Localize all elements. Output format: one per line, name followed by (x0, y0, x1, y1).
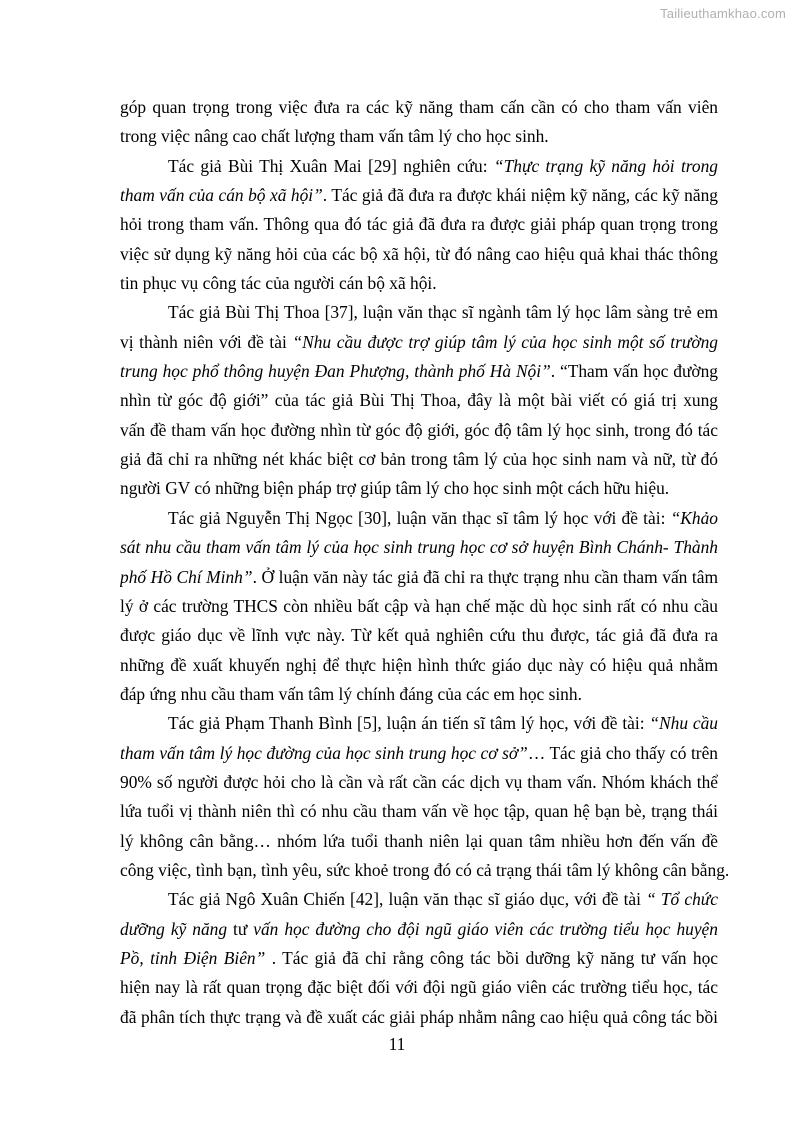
paragraph (120, 709, 730, 885)
text-run: Tác giả Phạm Thanh Bình [5], luận án tiến sĩ tâm lý học, với đề tài: (168, 713, 650, 734)
text-line (120, 944, 718, 973)
text-run: . Tác giả đã đưa ra được khái niệm kỹ năng, các kỹ năng (322, 185, 718, 206)
text-line (120, 152, 718, 181)
text-line (120, 269, 718, 298)
text-run: . Tác giả đã chỉ rằng công tác bồi dưỡng kỹ năng tư vấn học (271, 947, 718, 968)
title-italic: dưỡng kỹ năng (120, 918, 228, 939)
text-line (120, 973, 718, 1002)
text-run: tin phục vụ công tác của người cán bộ xã hội. (120, 273, 437, 294)
text-run: trong việc nâng cao chất lượng tham vấn tâm lý cho học sinh. (120, 126, 549, 147)
text-run: những đề xuất khuyến nghị để thực hiện hình thức giáo dục này có hiệu quả nhằm (120, 654, 718, 675)
text-line (120, 592, 718, 621)
text-run: công việc, tình bạn, tình yêu, sức khoẻ trong đó có cả trạng thái tâm lý không cân bằng. (120, 859, 730, 880)
text-line (120, 93, 718, 122)
text-line (120, 386, 718, 415)
text-line (120, 709, 718, 738)
text-line (120, 856, 730, 885)
text-run: việc sử dụng kỹ năng hỏi của các bộ xã hội, từ đó nâng cao hiệu quả khai thác thông (120, 243, 718, 264)
paragraph (120, 298, 718, 503)
text-run: Tác giả Nguyễn Thị Ngọc [30], luận văn thạc sĩ tâm lý học với đề tài: (168, 507, 671, 528)
text-run: được giáo dục về lĩnh vực này. Từ kết quả nghiên cứu thu được, tác giả đã đưa ra (120, 625, 718, 646)
text-run: lứa tuổi vị thành niên thì có nhu cầu tham vấn về học tập, quan hệ bạn bè, trạng thái (120, 801, 718, 822)
title-italic: “Khảo (670, 507, 718, 528)
text-line (120, 445, 718, 474)
text-line (120, 416, 718, 445)
text-run: hiện nay là rất quan trọng đặc biệt đối với đội ngũ giáo viên các trường tiểu học, tác (120, 977, 718, 998)
text-run: người GV có những biện pháp trợ giúp tâm lý cho học sinh một cách hữu hiệu. (120, 478, 670, 499)
paragraph (120, 93, 718, 152)
text-run: Tác giả Bùi Thị Thoa [37], luận văn thạc sĩ ngành tâm lý học lâm sàng trẻ em (168, 302, 718, 323)
body-text (120, 93, 730, 1032)
text-run: … Tác giả cho thấy có trên (527, 742, 718, 763)
text-run: lý ở các trường THCS còn nhiều bất cập và hạn chế mặc dù học sinh rất có nhu cầu (120, 595, 718, 616)
title-italic: “Thực trạng kỹ năng hỏi trong (493, 155, 718, 176)
text-run: đã phân tích thực trạng và đề xuất các giải pháp nhằm nâng cao hiệu quả công tác bồi (120, 1006, 718, 1027)
text-run: 90% số người được hỏi cho là cần và rất cần các dịch vụ tham vấn. Nhóm khách thể (120, 771, 718, 792)
text-run: hỏi trong tham vấn. Thông qua đó tác giả đã đưa ra được giải pháp quan trọng trong (120, 214, 718, 235)
text-line (120, 680, 718, 709)
text-line (120, 621, 718, 650)
text-run: Tác giả Ngô Xuân Chiến [42], luận văn thạc sĩ giáo dục, với đề tài (168, 889, 647, 910)
text-run: vấn đề tham vấn học đường nhìn từ góc độ giới, góc độ tâm lý học sinh, trong đó tác (120, 419, 718, 440)
text-line (120, 739, 718, 768)
text-line (120, 122, 718, 151)
text-run: đáp ứng nhu cầu tham vấn tâm lý chính đáng của các em học sinh. (120, 683, 582, 704)
text-line (120, 533, 718, 562)
text-line (120, 797, 718, 826)
text-line (120, 240, 718, 269)
text-run: vị thành niên với đề tài (120, 331, 293, 352)
text-line (120, 474, 718, 503)
text-line (120, 181, 718, 210)
text-line (120, 504, 718, 533)
text-line (120, 768, 718, 797)
text-line (120, 298, 718, 327)
paragraph (120, 504, 718, 709)
title-italic: phố Hồ Chí Minh” (120, 566, 253, 587)
text-run: góp quan trọng trong việc đưa ra các kỹ năng tham cấn cần có cho tham vấn viên (120, 97, 718, 117)
paragraph (120, 152, 718, 299)
text-run: nhìn từ góc độ giới” của tác giả Bùi Thị Thoa, đây là một bài viết có giá trị xung (120, 390, 718, 411)
text-run: tư (227, 918, 254, 939)
text-line (120, 915, 718, 944)
text-run: Tác giả Bùi Thị Xuân Mai [29] nghiên cứu: (168, 155, 494, 176)
text-line (120, 563, 718, 592)
title-italic: sát nhu cầu tham vấn tâm lý của học sinh trung học cơ sở huyện Bình Chánh- Thành (120, 537, 718, 558)
title-italic: “ Tổ chức (646, 889, 718, 910)
title-italic: trung học phổ thông huyện Đan Phượng, thành phố Hà Nội” (120, 361, 551, 382)
title-italic: tham vấn tâm lý học đường của học sinh trung học cơ sở” (120, 742, 528, 763)
text-run: . Ở luận văn này tác giả đã chỉ ra thực trạng nhu cần tham vấn tâm (252, 566, 718, 587)
text-line (120, 827, 718, 856)
page-number: 11 (388, 1034, 406, 1054)
title-italic: “Nhu cầu (649, 713, 718, 734)
text-line (120, 357, 718, 386)
text-line (120, 328, 718, 357)
text-line (120, 1003, 718, 1032)
text-run: giả đã chỉ ra những nét khác biệt cơ bản trong tâm lý của học sinh nam và nữ, từ đó (120, 449, 718, 470)
paragraph (120, 885, 718, 1032)
text-line (120, 651, 718, 680)
title-italic: tham vấn của cán bộ xã hội” (120, 185, 323, 206)
text-line (120, 210, 718, 239)
text-run: . “Tham vấn học đường (550, 361, 718, 382)
title-italic: Pồ, tỉnh Điện Biên” (120, 947, 266, 968)
text-line (120, 885, 718, 914)
title-italic: vấn học đường cho đội ngũ giáo viên các trường tiểu học huyện (253, 918, 718, 939)
title-italic: “Nhu cầu được trợ giúp tâm lý của học sinh một số trường (292, 331, 718, 352)
text-run: lý không cân bằng… nhóm lứa tuổi thanh niên lại quan tâm nhiều hơn đến vấn đề (120, 830, 718, 851)
watermark: Tailieuthamkhao.com (660, 6, 786, 21)
